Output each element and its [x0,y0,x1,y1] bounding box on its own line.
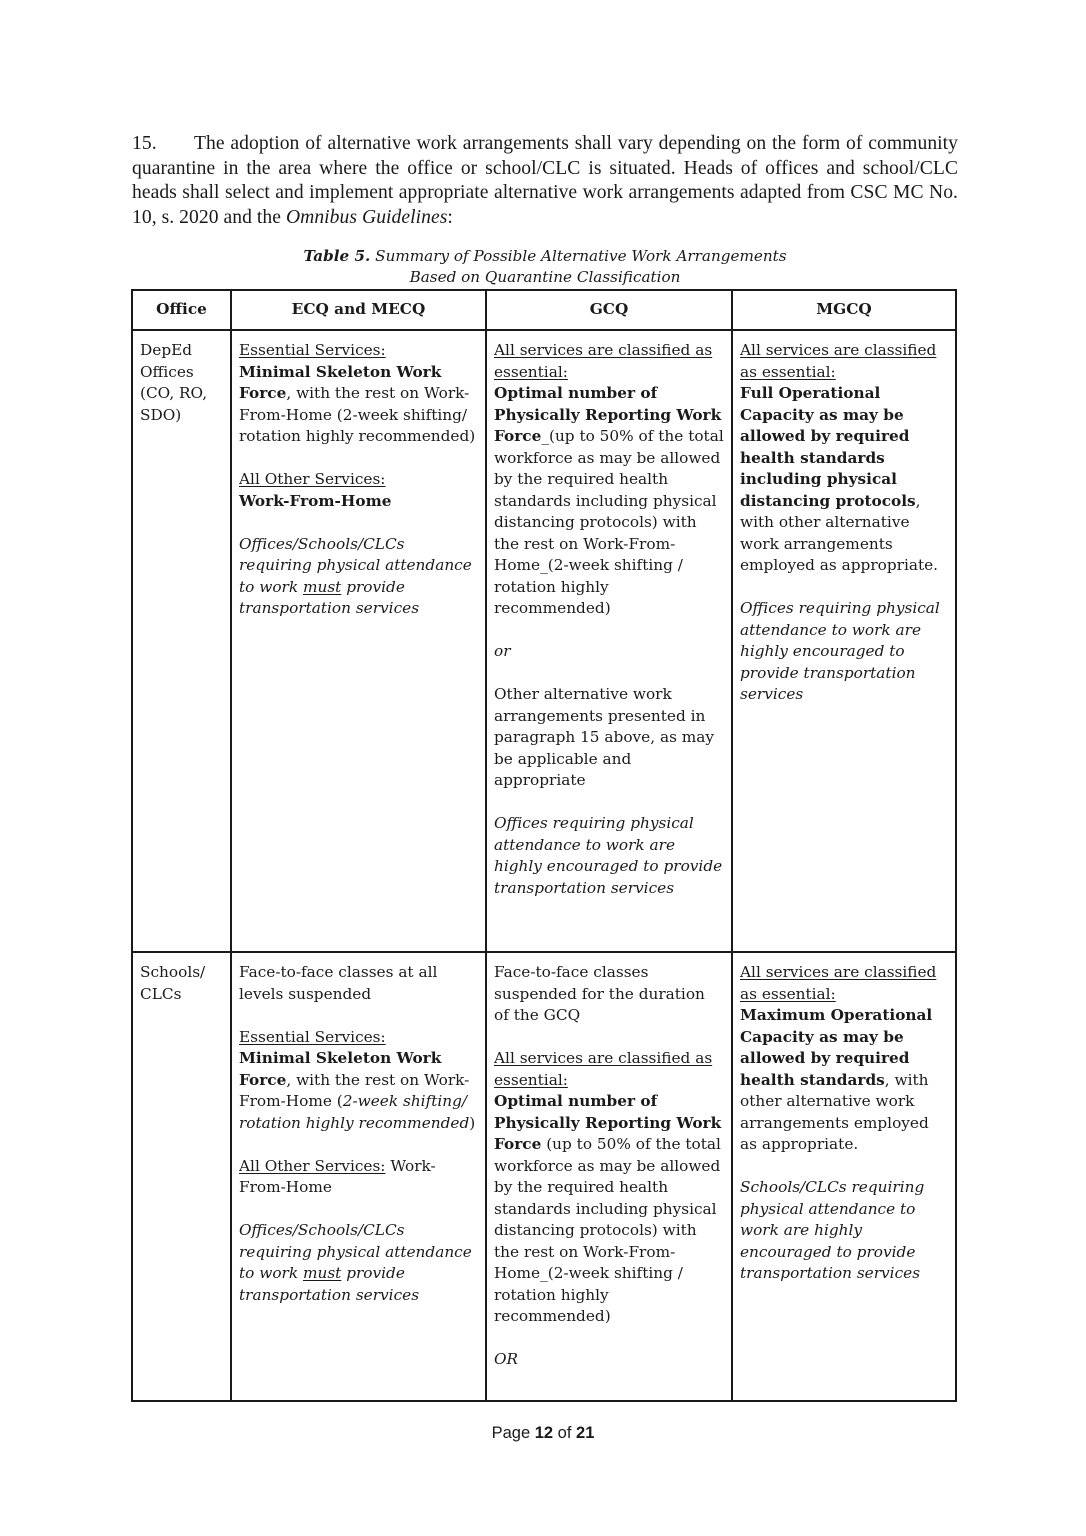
transport-note-end: provide transportation services [239,577,420,617]
essential-services-italic: 2-week shifting/ rotation highly recommended [239,1092,470,1132]
essential-services-rest: , with the rest on Work-From-Home (2-week shifting/ rotation highly recommended) [239,384,476,445]
transport-note: Schools/CLCs requiring physical attendance to work are highly encouraged to provide transportation services [740,1178,925,1282]
cell-ecq-mecq [231,952,486,1401]
essential-services-rest: , with the rest on Work-From-Home ( [239,1070,470,1110]
other-services-label: All Other Services: [239,1156,386,1175]
full-capacity-bold: Full Operational Capacity as may be allowed by required health standards including physical distancing protocols [740,384,916,510]
paragraph-italic-text: Omnibus Guidelines [285,206,448,228]
header-gcq: GCQ [486,290,732,330]
transport-note-end: provide transportation services [239,1264,420,1304]
header-ecq-mecq: ECQ and MECQ [231,290,486,330]
header-mgcq: MGCQ [732,290,956,330]
cell-mgcq [732,330,956,952]
essential-services-close: ) [469,1113,476,1132]
paragraph-text: The adoption of alternative work arrangements shall vary depending on the form of community quarantine in the area where the office or school/CLC is situated. Heads of offices and school/CLC heads shall select and implement appropriate alternative work arrangements adapted from CSC MC No. 10, s. 2020 and the [132,133,958,228]
table-header-row [132,290,956,330]
transport-note: Offices requiring physical attendance to work are highly encouraged to provide transportation services [740,599,940,703]
optimal-workforce-rest: (up to 50% of the total workforce as may be allowed by the required health standards including physical distancing protocols) with the rest on Work-From-Home_(2-week shifting / rotation highly recommended) [494,1135,721,1325]
all-services-label: All services are classified as essential: [494,1049,713,1089]
table-caption [132,246,958,288]
paragraph-number: 15. [132,133,157,154]
office-name: DepEd Offices (CO, RO, SDO) [140,341,208,424]
essential-services-bold: Minimal Skeleton Work Force [239,1049,442,1089]
page-of: of [553,1424,577,1442]
classes-suspended-text: Face-to-face classes at all levels suspended [239,963,438,1003]
page-prefix: Page [491,1424,535,1442]
transport-note: Offices/Schools/CLCs requiring physical attendance to work [239,1221,472,1282]
current-page: 12 [534,1424,554,1442]
cell-gcq [486,952,732,1401]
essential-services-bold: Minimal Skeleton Work Force [239,362,442,402]
cell-ecq-mecq [231,330,486,952]
transport-note: Offices/Schools/CLCs requiring physical attendance to work [239,534,472,596]
office-name: Schools/ CLCs [140,963,206,1003]
or-text: or [494,642,511,660]
total-pages: 21 [576,1424,595,1442]
paragraph-15 [132,132,958,230]
paragraph-punctuation: : [447,206,453,228]
optimal-workforce-bold: Optimal number of Physically Reporting Work Force [494,1092,722,1153]
transport-note-must: must [302,577,342,596]
other-services-label: All Other Services: [239,470,386,488]
table-caption-line2: Based on Quarantine Classification [409,268,681,286]
essential-services-label: Essential Services: [239,1027,386,1046]
other-services-bold: Work-From-Home [239,491,392,510]
cell-office [132,952,231,1401]
all-services-label: All services are classified as essential: [494,341,713,381]
all-services-label: All services are classified as essential: [740,963,937,1003]
other-services-rest: Work-From-Home [239,1156,436,1196]
table-row-deped-offices [132,330,956,952]
table-caption-line1: Summary of Possible Alternative Work Arrangements [370,247,787,265]
header-office: Office [132,290,231,330]
cell-mgcq [732,952,956,1401]
cell-office [132,330,231,952]
full-capacity-rest: , with other alternative work arrangements employed as appropriate. [740,491,939,574]
max-capacity-rest: , with other alternative work arrangements employed as appropriate. [740,1070,929,1153]
classes-suspended-text: Face-to-face classes suspended for the duration of the GCQ [494,963,705,1024]
other-arrangements-text: Other alternative work arrangements presented in paragraph 15 above, as may be applicable and appropriate [494,685,715,789]
or-text: OR [494,1350,519,1368]
all-services-label: All services are classified as essential: [740,341,937,381]
max-capacity-bold: Maximum Operational Capacity as may be allowed by required health standards [740,1006,933,1089]
transport-note: Offices requiring physical attendance to work are highly encouraged to provide transportation services [494,814,723,897]
alternative-work-arrangements-table [131,289,957,1402]
optimal-workforce-bold: Optimal number of Physically Reporting Work Force [494,384,722,445]
table-row-schools-clcs [132,952,956,1401]
page-number-footer [0,1424,1086,1443]
transport-note-must: must [302,1264,342,1282]
table-caption-label: Table 5. [303,247,371,265]
cell-gcq [486,330,732,952]
optimal-workforce-rest: _(up to 50% of the total workforce as may be allowed by the required health standards including physical distancing protocols) with the rest on Work-From-Home_(2-week shifting / rotation highly recommended) [494,427,724,617]
essential-services-label: Essential Services: [239,341,386,359]
